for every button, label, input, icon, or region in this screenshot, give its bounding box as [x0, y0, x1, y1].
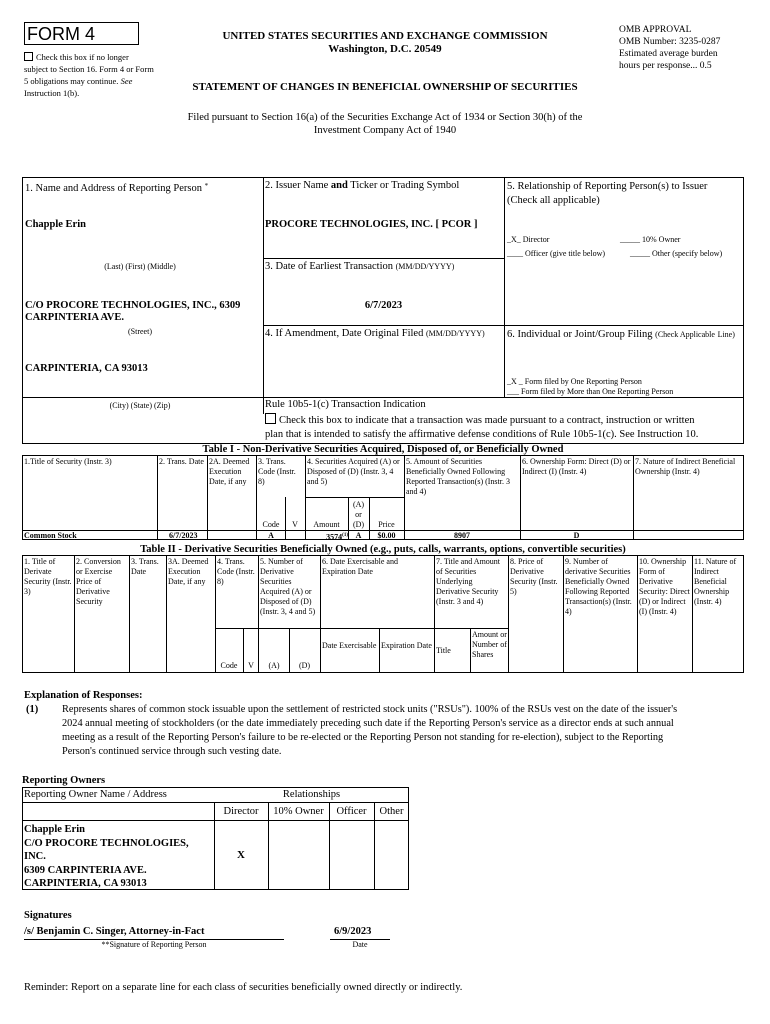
t2-div-5 — [258, 555, 259, 673]
t1-row-form: D — [573, 531, 580, 540]
footnote-line-4: Person's continued service through such vesting date. — [62, 746, 282, 757]
t2-sub-a: (A) — [268, 661, 280, 670]
statement-title: STATEMENT OF CHANGES IN BENEFICIAL OWNERSHIP OF SECURITIES — [192, 81, 578, 93]
t1-sub-v: V — [292, 520, 298, 529]
t1-row-title: Common Stock — [24, 531, 77, 540]
t1-row-amount — [310, 531, 348, 543]
t2-h6: 6. Date Exercisable and Expiration Date — [322, 557, 398, 576]
owners-line-1 — [22, 802, 409, 803]
t2-div-10 — [637, 555, 638, 673]
agency-city: Washington, D.C. 20549 — [328, 43, 442, 55]
t1-sub-line — [305, 497, 404, 498]
t1-h6: 6. Ownership Form: Direct (D) or Indirect (I) (Instr. 4) — [522, 457, 631, 476]
t1-h4: 4. Securities Acquired (A) or Disposed of (D) (Instr. 3, 4 and 5) — [307, 457, 400, 486]
rule-text-2: plan that is intended to satisfy the affirmative defense conditions of Rule 10b5-1(c). See Instruction 10. — [265, 429, 699, 440]
relationship-officer: ____ Officer (give title below) — [507, 249, 606, 258]
t2-h3: 3. Trans. Date — [131, 557, 159, 576]
no-longer-subject-note — [24, 51, 154, 99]
t2-div-9 — [563, 555, 564, 673]
filed-line-1: Filed pursuant to Section 16(a) of the Securities Exchange Act of 1934 or Section 30(h) of the — [187, 112, 583, 123]
omb-line-3: Estimated average burden — [619, 49, 718, 59]
filed-pursuant — [100, 111, 670, 137]
t1-row-code: A — [268, 531, 274, 540]
t2-sub-line — [215, 628, 508, 629]
owner-director-mark: X — [237, 849, 245, 861]
owners-heading: Reporting Owners — [22, 775, 106, 786]
signatures-heading: Signatures — [24, 910, 72, 921]
box6-label-text: 6. Individual or Joint/Group Filing — [507, 329, 653, 340]
omb-line-4: hours per response... 0.5 — [619, 61, 712, 71]
date-caption: Date — [352, 940, 368, 949]
owners-col-director: Director — [223, 806, 259, 817]
t1-sub-code: Code — [262, 520, 280, 529]
box6-label-small: (Check Applicable — [655, 330, 715, 339]
t2-sub-v: V — [248, 661, 254, 670]
box5-label-text: 5. Relationship of Reporting Person(s) to Issuer — [507, 181, 708, 192]
t2-h9: 9. Number of derivative Securities Beneficially Owned Following Reported Transaction(s) (Instr. 4) — [565, 557, 632, 616]
relationship-other: _____ Other (specify below) — [630, 249, 723, 258]
earliest-transaction-date: 6/7/2023 — [364, 300, 403, 311]
box3-label — [265, 261, 454, 273]
rule-text — [265, 413, 743, 442]
instruction-ref: Instruction 1(b). — [24, 88, 80, 98]
table2-title: Table II - Derivative Securities Beneficially Owned (e.g., puts, calls, warrants, options, convertible securities) — [140, 544, 626, 555]
t2-div-7 — [434, 555, 435, 673]
t2-div-11 — [692, 555, 693, 673]
t1-div-2 — [207, 455, 208, 540]
owner-line-5: CARPINTERIA, CA 93013 — [24, 878, 147, 889]
signature-date: 6/9/2023 — [334, 926, 372, 937]
t2-h5: 5. Number of Derivative Securities Acquired (A) or Disposed of (D) (Instr. 3, 4 and 5) — [260, 557, 316, 616]
no-longer-subject-text: Check this box if no longer subject to Section 16. Form 4 or Form 5 obligations may continue. — [24, 52, 154, 86]
t2-sub-exp: Expiration Date — [381, 641, 432, 650]
box5-label-2: (Check all applicable) — [507, 195, 600, 206]
t1-sub-div-1 — [285, 497, 286, 540]
city-state-zip: CARPINTERIA, CA 93013 — [25, 363, 148, 374]
grid-divider-2 — [504, 177, 505, 397]
footnote-1-num: (1) — [26, 704, 39, 715]
grid-divider-5 — [22, 397, 744, 398]
owners-col-other: Other — [379, 806, 404, 817]
t2-sub-date-ex: Date Exercisable — [322, 641, 377, 650]
t1-h5: 5. Amount of Securities Beneficially Owned Following Reported Transaction(s) (Instr. 3 and 4) — [406, 457, 510, 496]
owners-line-2 — [22, 820, 409, 821]
box5-label — [507, 180, 742, 208]
reporting-person-name: Chapple Erin — [25, 219, 86, 230]
t2-h7: 7. Title and Amount of Securities Underlying Derivative Security (Instr. 3 and 4) — [436, 557, 501, 606]
owner-address — [24, 823, 189, 891]
box6-label — [507, 328, 742, 341]
t2-sub-amount: Amount or Number of Shares — [472, 630, 507, 659]
box2-label-and: and — [330, 180, 348, 191]
t1-row-amount-value: 3574 — [326, 532, 343, 542]
owner-line-4: 6309 CARPINTERIA AVE. — [24, 864, 147, 876]
relationship-director: _X_ Director — [507, 235, 550, 244]
owner-line-3: INC. — [24, 851, 46, 862]
issuer-name: PROCORE TECHNOLOGIES, INC. [ PCOR ] — [265, 219, 478, 230]
footnote-line-2: 2024 annual meeting of stockholders (or the date immediately preceding such date if the Reporting Person's service as a director ends at such annual — [62, 718, 674, 729]
box4-label-text: 4. If Amendment, Date Original Filed — [265, 328, 424, 339]
t1-div-5 — [404, 455, 405, 540]
rule-text-1: Check this box to indicate that a transaction was made pursuant to a contract, instruction or written — [279, 415, 695, 426]
filing-option-one: _X _ Form filed by One Reporting Person — [507, 377, 642, 386]
t1-div-1 — [157, 455, 158, 540]
see-text: See — [120, 76, 133, 86]
omb-line-1: OMB APPROVAL — [619, 25, 692, 35]
t2-div-1 — [74, 555, 75, 673]
t1-h2: 2. Trans. Date — [159, 457, 204, 466]
t2-sub-div-4 — [470, 628, 471, 673]
box4-label-small: (MM/DD/YYYY) — [425, 329, 485, 338]
box1-label-text: 1. Name and Address of Reporting Person — [25, 183, 203, 194]
grid-divider-4 — [263, 325, 744, 326]
t1-h1: 1.Title of Security (Instr. 3) — [24, 457, 112, 466]
t2-sub-d: (D) — [298, 661, 311, 670]
footnote-1-text — [62, 703, 752, 759]
owner-line-1: Chapple Erin — [24, 824, 85, 835]
grid-divider-3 — [263, 258, 504, 259]
footnote-line-3: meeting as a result of the Reporting Person's failure to be re-elected or the Reporting Person not standing for re-election), subject to the Reporting — [62, 732, 664, 743]
t2-h8: 8. Price of Derivative Security (Instr. 5) — [510, 557, 558, 596]
street-line-2: CARPINTERIA AVE. — [25, 312, 124, 323]
owners-col-10-owner: 10% Owner — [273, 806, 324, 817]
signature-caption: **Signature of Reporting Person — [101, 940, 207, 949]
owners-col-name: Reporting Owner Name / Address — [24, 789, 167, 800]
footnote-line-1: Represents shares of common stock issuable upon the settlement of restricted stock units ("RSUs"). 100% of the RSUs vest on the date of the issuer's — [62, 704, 678, 715]
t1-sub-price: Price — [378, 520, 395, 529]
t2-h2: 2. Conversion or Exercise Price of Derivative Security — [76, 557, 121, 606]
t2-h11: 11. Nature of Indirect Beneficial Ownership (Instr. 4) — [694, 557, 737, 606]
t2-sub-code: Code — [220, 661, 238, 670]
explanation-heading: Explanation of Responses: — [24, 690, 143, 701]
box1-label-mark: * — [204, 182, 209, 190]
omb-approval — [619, 24, 769, 72]
rule-title: Rule 10b5-1(c) Transaction Indication — [265, 399, 426, 410]
t1-h2a: 2A. Deemed Execution Date, if any — [209, 457, 250, 486]
t1-sub-aord: (A) or (D) — [352, 500, 365, 529]
box3-label-text: 3. Date of Earliest Transaction — [265, 261, 394, 272]
reminder: Reminder: Report on a separate line for each class of securities beneficially owned directly or indirectly. — [24, 982, 463, 993]
t2-h10: 10. Ownership Form of Derivative Security: Direct (D) or Indirect (I) (Instr. 4) — [639, 557, 690, 616]
filed-line-2: Investment Company Act of 1940 — [313, 125, 457, 136]
rule-checkbox[interactable] — [265, 413, 276, 424]
footnote-ref-1: (1) — [342, 533, 348, 538]
omb-line-2: OMB Number: 3235-0287 — [619, 37, 721, 47]
t1-div-7 — [633, 455, 634, 540]
t2-div-2 — [129, 555, 130, 673]
agency-name: UNITED STATES SECURITIES AND EXCHANGE COMMISSION — [222, 30, 548, 42]
t2-div-8 — [508, 555, 509, 673]
box2-label — [265, 180, 459, 192]
t2-sub-div-3 — [379, 628, 380, 673]
table1-title: Table I - Non-Derivative Securities Acquired, Disposed of, or Beneficially Owned — [202, 444, 564, 455]
t1-h7: 7. Nature of Indirect Beneficial Ownership (Instr. 4) — [635, 457, 736, 476]
t2-div-4 — [215, 555, 216, 673]
street-line-1: C/O PROCORE TECHNOLOGIES, INC., 6309 — [25, 300, 241, 311]
street-caption: (Street) — [128, 327, 152, 336]
t1-row-aord: A — [355, 531, 362, 540]
t1-row-owned: 8907 — [454, 531, 470, 540]
box3-label-small: (MM/DD/YYYY) — [395, 262, 455, 271]
box1-label — [25, 180, 208, 195]
box2-label-b: Ticker or Trading Symbol — [350, 180, 460, 191]
owners-col-officer: Officer — [336, 806, 367, 817]
box4-label — [265, 328, 485, 340]
owner-line-2: C/O PROCORE TECHNOLOGIES, — [24, 837, 189, 849]
grid-divider-1 — [263, 177, 264, 414]
no-longer-subject-checkbox[interactable] — [24, 52, 33, 61]
t1-row-date: 6/7/2023 — [169, 531, 198, 540]
t2-h4: 4. Trans. Code (Instr. 8) — [217, 557, 255, 586]
t2-sub-title: Title — [436, 646, 451, 655]
box2-label-a: 2. Issuer Name — [265, 180, 329, 191]
t2-div-3 — [166, 555, 167, 673]
city-caption: (City) (State) (Zip) — [109, 401, 171, 410]
filing-option-more: ___ Form filed by More than One Reporting Person — [507, 387, 674, 396]
form-title: FORM 4 — [27, 24, 96, 44]
t1-row-price: $0.00 — [377, 531, 396, 540]
t2-h1: 1. Title of Derivate Security (Instr. 3) — [24, 557, 72, 596]
t2-h3a: 3A. Deemed Execution Date, if any — [168, 557, 209, 586]
relationship-10-owner: _____ 10% Owner — [620, 235, 681, 244]
t2-div-6 — [320, 555, 321, 673]
t1-h3: 3. Trans. Code (Instr. 8) — [258, 457, 296, 486]
t1-div-6 — [520, 455, 521, 540]
name-caption: (Last) (First) (Middle) — [104, 262, 176, 271]
box6-label-small-2: Line) — [717, 330, 735, 339]
t1-sub-amount: Amount — [313, 520, 340, 529]
owners-col-rel: Relationships — [282, 789, 341, 800]
signature-name: /s/ Benjamin C. Singer, Attorney-in-Fact — [24, 926, 205, 937]
